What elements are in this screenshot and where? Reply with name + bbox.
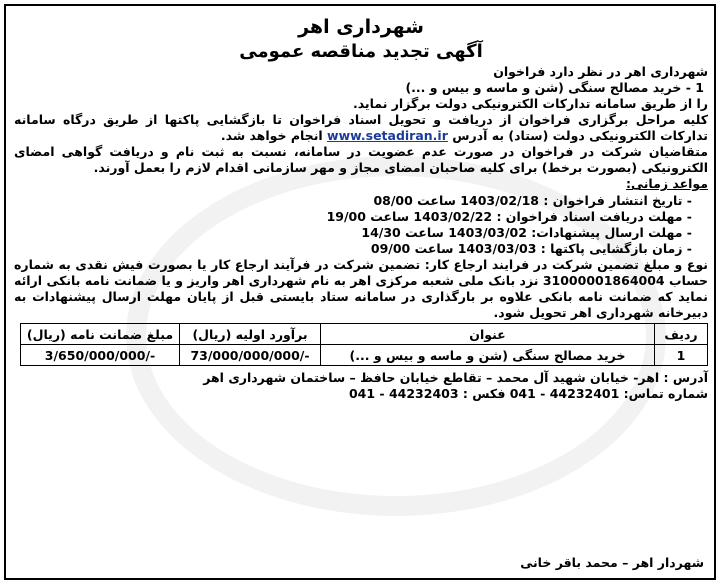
cell-row-number: 1: [655, 345, 708, 366]
table-row: [21, 345, 708, 366]
item-line: 1 - خرید مصالح سنگی (شن و ماسه و بیس و ...): [405, 80, 704, 95]
column-header-guarantee: مبلغ ضمانت نامه (ریال): [21, 324, 180, 345]
column-header-estimate: برآورد اولیه (ریال): [180, 324, 321, 345]
phone-fax-text: شماره تماس: 44232401 - 041 فکس : 44232403 - 041: [348, 386, 708, 401]
cell-guarantee: 3/650/000/000/-: [21, 345, 180, 366]
mayor-signature: شهردار اهر – محمد باقر خانی: [520, 555, 704, 570]
column-header-title: عنوان: [321, 324, 655, 345]
column-header-row-number: ردیف: [655, 324, 708, 345]
setad-website-link[interactable]: www.setadiran.ir: [327, 128, 448, 143]
cell-estimate: 73/000/000/000/-: [180, 345, 321, 366]
tender-items-table: [20, 323, 708, 366]
via-system-text: را از طریق سامانه تدارکات الکترونیکی دولت برگزار نماید.: [352, 96, 708, 111]
guarantee-text: نوع و مبلغ تضمین شرکت در فرایند ارجاع کار: تضمین شرکت در فرآیند ارجاع کار یا بصورت فیش نقدی به شماره حساب 31000001864004 نزد بانک ملی شعبه مرکزی اهر به نام شهرداری اهر واریز و یا ضمانت نامه بانکی ارائه نماید که ضمانت نامه بانکی علاوه بر بارگذاری در سامانه ستاد بایستی قبل از پایان مهلت ارسال پیشنهادات به دبیرخانه شهرداری اهر تحویل شود.: [14, 257, 708, 320]
notice-content: [14, 12, 708, 572]
notice-frame: [4, 4, 716, 580]
address-text: آدرس : اهر- خیابان شهید آل محمد – تقاطع خیابان حافظ – ساختمان شهرداری اهر: [203, 370, 708, 385]
schedule-heading: مواعد زمانی:: [626, 176, 708, 191]
intro-text: شهرداری اهر در نظر دارد فراخوان: [493, 64, 708, 79]
cell-title: خرید مصالح سنگی (شن و ماسه و بیس و ...): [321, 345, 655, 366]
process-text-part2: انجام خواهد شد.: [220, 128, 323, 143]
schedule-item: - تاریخ انتشار فراخوان : 1403/02/18 ساعت 08/00: [14, 193, 692, 209]
schedule-list: [14, 193, 692, 257]
process-text: [14, 112, 708, 144]
table-header-row: [21, 324, 708, 345]
org-title: شهرداری اهر: [298, 16, 424, 38]
schedule-item: - زمان بازگشایی پاکتها : 1403/03/03 ساعت 09/00: [14, 241, 692, 257]
schedule-item: - مهلت ارسال پیشنهادات: 1403/03/02 ساعت 14/30: [14, 225, 692, 241]
applicants-text: متقاضیان شرکت در فراخوان در صورت عدم عضویت در سامانه، نسبت به ثبت نام و دریافت گواهی امضای الکترونیکی (بصورت برخط) برای کلیه صاحبان امضای مجاز و مهر سازمانی اقدام لازم را بعمل آورند.: [14, 144, 708, 175]
schedule-item: - مهلت دریافت اسناد فراخوان : 1403/02/22 ساعت 19/00: [14, 209, 692, 225]
process-text-part1: کلیه مراحل برگزاری فراخوان از دریافت و تحویل اسناد فراخوان تا بازگشایی پاکتها از طریق درگاه سامانه تدارکات الکترونیکی دولت (ستاد) به آدرس: [14, 112, 708, 143]
notice-title: آگهی تجدید مناقصه عمومی: [239, 41, 483, 62]
